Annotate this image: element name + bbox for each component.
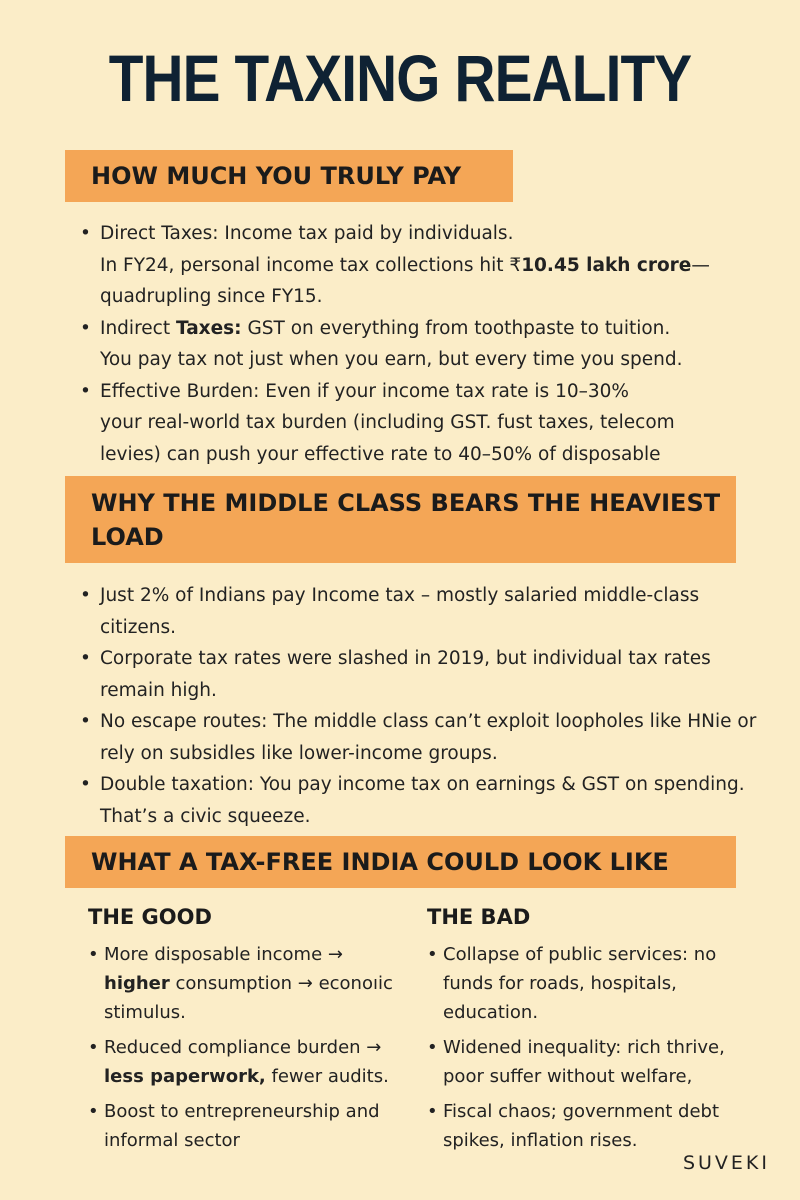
list-item: • Collapse of public services: no funds for roads, hospitals, education. (427, 940, 737, 1027)
section-heading-how-much (65, 150, 513, 202)
list-item (88, 940, 398, 1027)
section-heading-middle-class (65, 476, 736, 563)
list-item: • Double taxation: You pay income tax on earnings & GST on spending. That’s a civic squeeze. (80, 769, 770, 832)
bullet-text: stimulus. (104, 1002, 186, 1023)
bullet-highlight: less paperwork, (104, 1066, 266, 1087)
list-item: • Boost to entrepreneurship and informal sector (88, 1097, 398, 1155)
the-good-list (88, 940, 398, 1161)
section-heading-text: WHAT A TAX-FREE INDIA COULD LOOK LIKE (91, 848, 669, 876)
bullet-text: consumption → econoıic (169, 973, 393, 994)
brand-wordmark: SUVEKI (682, 1152, 770, 1174)
middle-class-list (80, 580, 770, 832)
bullet-text: More disposable income → (104, 944, 343, 965)
bullet-text: Indirect (100, 317, 176, 339)
bullet-text: fewer audits. (265, 1066, 389, 1087)
list-item: • Just 2% of Indians pay Income tax – mostly salaried middle-class citizens. (80, 580, 770, 643)
page-title: THE TAXING REALITY (108, 41, 692, 115)
bullet-text: since FY15. (211, 286, 323, 307)
section-heading-text: HOW MUCH YOU TRULY PAY (91, 162, 462, 190)
bullet-text: levies) can push your effective rate to 40–50% of disposable (100, 443, 661, 465)
list-item (80, 218, 770, 313)
bullet-text: — (691, 254, 710, 276)
list-item: • No escape routes: The middle class can’t exploit loopholes like HNie or rely on subsidles like lower-income groups. (80, 706, 770, 769)
the-bad-heading: THE BAD (427, 905, 531, 929)
bullet-text: Reduced compliance burden → (104, 1037, 382, 1058)
bullet-text: Direct Taxes: Income tax paid by individuals. (100, 223, 514, 244)
bullet-text: your real-world tax burden (including GST. fust taxes, telecom (100, 412, 675, 433)
bullet-text: You pay tax not just when you earn, but every time you spend. (100, 349, 683, 370)
list-item (88, 1033, 398, 1091)
how-much-list (80, 218, 770, 470)
the-good-heading: THE GOOD (88, 905, 212, 929)
list-item (80, 313, 770, 376)
bullet-highlight: higher (104, 973, 170, 994)
section-heading-text: WHY THE MIDDLE CLASS BEARS THE HEAVIEST (91, 489, 721, 517)
bullet-text: GST on everything from toothpaste to tuition. (241, 317, 671, 339)
list-item: • Fiscal chaos; government debt spikes, inflation rises. (427, 1097, 737, 1155)
list-item: • Corporate tax rates were slashed in 2019, but individual tax rates remain high. (80, 643, 770, 706)
bullet-text: In FY24, personal income tax collections hit ₹ (100, 254, 522, 276)
bullet-text: Even if your income tax rate is 10–30% (259, 380, 629, 402)
list-item (80, 376, 770, 471)
bullet-text: quadrupling (100, 286, 212, 307)
list-item: • Widened inequality: rich thrive, poor suffer without welfare, (427, 1033, 737, 1091)
section-heading-text: LOAD (91, 523, 164, 551)
bullet-highlight: Taxes: (175, 317, 242, 339)
bullet-text: Effective Burden: (100, 380, 260, 402)
bullet-highlight: 10.45 lakh crore (521, 254, 692, 276)
the-bad-list (427, 940, 737, 1161)
section-heading-tax-free (65, 836, 736, 888)
